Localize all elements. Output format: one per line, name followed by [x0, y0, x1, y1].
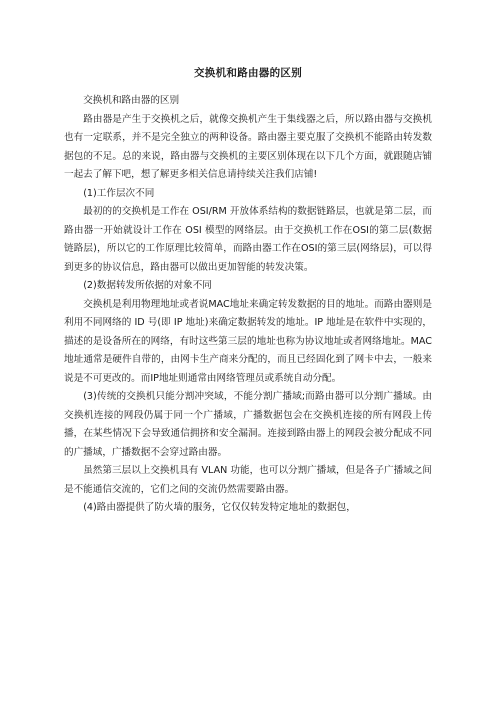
section-heading-1: (1)工作层次不同 — [83, 187, 155, 199]
section-heading-2: (2)数据转发所依据的对象不同 — [83, 280, 212, 291]
subtitle-paragraph: 交换机和路由器的区别 — [83, 95, 180, 106]
section-paragraph-1: 最初的的交换机是工作在 OSI/RM 开放体系结构的数据链路层，也就是第二层，而路由器一开始就设计工作在 OSI 模型的网络层。由于交换机工作在OSI的第二层(数据链路层)，所以它的工作原理比较简单，而路由器工作在OSI的第三层(网络层)，可以得到更多的协议信息，路由器可以做出更加智能的转发决策。 — [64, 206, 432, 273]
document-title: 交换机和路由器的区别 — [194, 67, 302, 79]
section-paragraph-3: (3)传统的交换机只能分割冲突域，不能分割广播域;而路由器可以分割广播域。由交换机连接的网段仍属于同一个广播域，广播数据包会在交换机连接的所有网段上传播，在某些情况下会导致通信拥挤和安全漏洞。连接到路由器上的网段会被分配成不同的广播域，广播数据不会穿过路由器。 — [64, 391, 432, 458]
document-body — [64, 92, 432, 518]
section-paragraph-4: (4)路由器提供了防火墙的服务，它仅仅转发特定地址的数据包， — [83, 502, 356, 513]
intro-paragraph: 路由器是产生于交换机之后，就像交换机产生于集线器之后，所以路由器与交换机也有一定联系，并不是完全独立的两种设备。路由器主要克服了交换机不能路由转发数据包的不足。总的来说，路由器与交换机的主要区别体现在以下几个方面，就跟随店铺一起去了解下吧，想了解更多相关信息请持续关注我们店铺! — [64, 113, 432, 180]
vlan-paragraph: 虽然第三层以上交换机具有 VLAN 功能，也可以分割广播域，但是各子广播域之间是不能通信交流的，它们之间的交流仍然需要路由器。 — [64, 465, 432, 495]
section-paragraph-2: 交换机是利用物理地址或者说MAC地址来确定转发数据的目的地址。而路由器则是利用不同网络的 ID 号(即 IP 地址)来确定数据转发的地址。IP 地址是在软件中实现的，描述的是设备所在的网络，有时这些第三层的地址也称为协议地址或者网络地址。MAC 地址通常是硬件自带的，由网卡生产商来分配的，而且已经固化到了网卡中去，一般来说是不可更改的。而IP地址则通常由网络管理员或系统自动分配。 — [64, 298, 432, 384]
